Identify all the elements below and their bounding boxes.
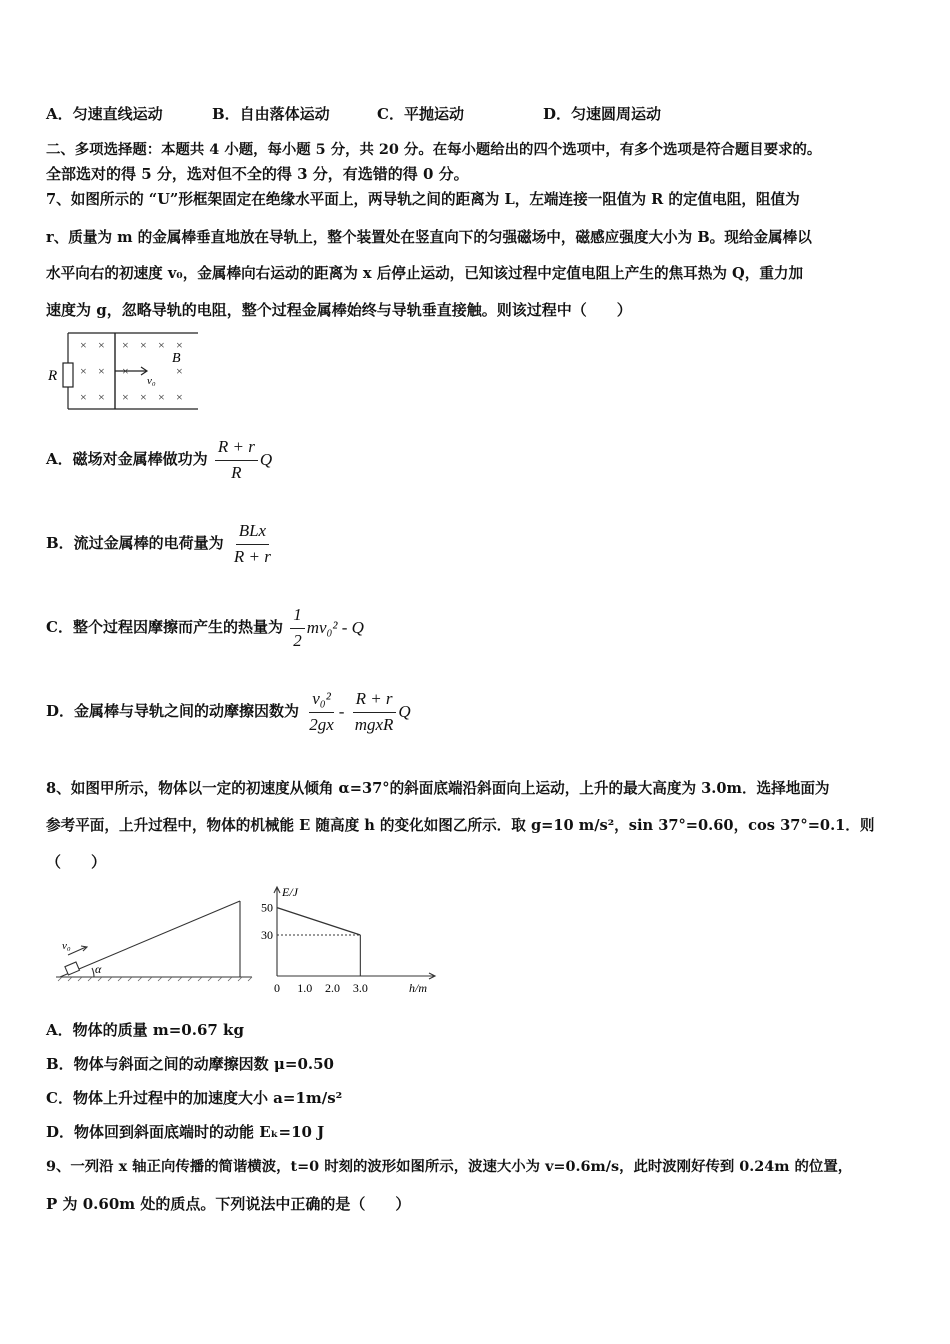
fraction-denominator: 2 xyxy=(293,630,302,650)
fraction-denominator: R + r xyxy=(233,546,271,566)
block xyxy=(65,962,80,975)
q7-option-d xyxy=(46,690,411,734)
fraction-denominator: R xyxy=(231,462,242,482)
fraction-numerator: R + r xyxy=(353,690,396,713)
q7-option-c-fraction xyxy=(290,606,305,650)
cross: × xyxy=(80,364,87,378)
q8-option-d: D．物体回到斜面底端时的动能 Eₖ=10 J xyxy=(46,1123,325,1141)
label-v0: v₀ xyxy=(147,375,156,387)
label-alpha: α xyxy=(95,962,102,976)
x-axis-label: h/m xyxy=(409,981,427,995)
q7-stem-line1: 7、如图所示的 “U”形框架固定在绝缘水平面上，两导轨之间的距离为 L，左端连接一阻值为 R 的定值电阻，阻值为 xyxy=(46,191,800,208)
cross: × xyxy=(98,364,105,378)
q7-option-c-text: C．整个过程因摩擦而产生的热量为 xyxy=(46,618,283,637)
q7-u-frame-figure xyxy=(46,330,202,412)
q7-option-d-fraction-2 xyxy=(352,690,397,734)
cross: × xyxy=(98,338,105,352)
fraction-numerator: v₀² xyxy=(309,690,334,713)
q7-option-b-text: B．流过金属棒的电荷量为 xyxy=(46,534,224,553)
minus-sign: - xyxy=(338,702,345,722)
q6-option-c: C．平抛运动 xyxy=(377,105,464,123)
cross: × xyxy=(158,390,165,404)
x-tick-label: 2.0 xyxy=(325,981,341,995)
cross: × xyxy=(176,364,183,378)
fraction-numerator: 1 xyxy=(290,606,305,629)
q7-option-a-fraction xyxy=(215,438,258,482)
q7-option-c-trail: mv₀² - Q xyxy=(306,618,364,638)
section2-instruction-line1: 二、多项选择题：本题共 4 小题，每小题 5 分，共 20 分。在每小题给出的四个选项中，有多个选项是符合题目要求的。 xyxy=(46,141,822,158)
q8-option-a: A．物体的质量 m=0.67 kg xyxy=(46,1021,244,1039)
y-tick-label: 30 xyxy=(261,928,273,942)
cross: × xyxy=(140,338,147,352)
q8-option-c: C．物体上升过程中的加速度大小 a=1m/s² xyxy=(46,1089,343,1107)
x-tick-label: 3.0 xyxy=(352,981,368,995)
q8-stem-line3: （ ） xyxy=(46,853,107,871)
x-tick-label: 0 xyxy=(274,981,280,995)
q6-option-a: A．匀速直线运动 xyxy=(46,105,163,123)
ground-hatching xyxy=(58,977,252,981)
cross: × xyxy=(122,364,129,378)
fraction-numerator: R + r xyxy=(215,438,258,461)
q7-option-d-trail: Q xyxy=(398,702,411,722)
q7-option-a xyxy=(46,438,272,482)
resistor xyxy=(63,363,73,387)
q7-option-d-fraction-1 xyxy=(306,690,337,734)
fraction-denominator: 2gx xyxy=(309,714,334,734)
q8-option-b: B．物体与斜面之间的动摩擦因数 μ=0.50 xyxy=(46,1055,334,1073)
angle-arc xyxy=(92,968,94,977)
q7-stem-line4: 速度为 g，忽略导轨的电阻，整个过程金属棒始终与导轨垂直接触。则该过程中（ ） xyxy=(46,301,632,319)
cross: × xyxy=(176,390,183,404)
fraction-numerator: BLx xyxy=(236,522,269,545)
cross: × xyxy=(80,390,87,404)
cross: × xyxy=(98,390,105,404)
q7-option-d-text: D．金属棒与导轨之间的动摩擦因数为 xyxy=(46,702,300,721)
q7-option-b-fraction xyxy=(231,522,274,566)
cross: × xyxy=(140,390,147,404)
cross: × xyxy=(80,338,87,352)
cross: × xyxy=(158,338,165,352)
y-axis-label: E/J xyxy=(282,885,298,899)
q8-stem-line1: 8、如图甲所示，物体以一定的初速度从倾角 α=37°的斜面底端沿斜面向上运动，上升的最大高度为 3.0m．选择地面为 xyxy=(46,780,830,797)
cross: × xyxy=(122,338,129,352)
q7-stem-line3: 水平向右的初速度 v₀，金属棒向右运动的距离为 x 后停止运动，已知该过程中定值电阻上产生的焦耳热为 Q，重力加 xyxy=(46,265,804,282)
incline-surface xyxy=(60,901,240,977)
label-R: R xyxy=(48,368,58,384)
q9-stem-line1: 9、一列沿 x 轴正向传播的简谐横波，t=0 时刻的波形如图所示，波速大小为 v=0.6m/s，此时波刚好传到 0.24m 的位置， xyxy=(46,1158,853,1175)
q7-option-a-text: A．磁场对金属棒做功为 xyxy=(46,450,208,469)
q9-stem-line2: P 为 0.60m 处的质点。下列说法中正确的是（ ） xyxy=(46,1195,411,1213)
label-v0: v₀ xyxy=(62,940,71,952)
q7-option-c xyxy=(46,606,364,650)
q8-stem-line2: 参考平面，上升过程中，物体的机械能 E 随高度 h 的变化如图乙所示．取 g=10 m/s²，sin 37°=0.60，cos 37°=0.1．则 xyxy=(46,817,875,834)
cross: × xyxy=(122,390,129,404)
q7-option-a-trail: Q xyxy=(259,450,273,470)
q7-option-b xyxy=(46,522,276,566)
x-tick-label: 1.0 xyxy=(297,981,313,995)
q8-incline-figure xyxy=(52,895,257,985)
q8-energy-height-chart xyxy=(255,880,445,995)
energy-line xyxy=(277,908,360,935)
q6-option-d: D．匀速圆周运动 xyxy=(543,105,662,123)
label-B: B xyxy=(172,351,181,366)
q6-option-b: B．自由落体运动 xyxy=(212,105,330,123)
y-tick-label: 50 xyxy=(261,900,273,915)
cross: × xyxy=(176,338,183,352)
section2-instruction-line2: 全部选对的得 5 分，选对但不全的得 3 分，有选错的得 0 分。 xyxy=(46,165,469,183)
q7-stem-line2: r、质量为 m 的金属棒垂直地放在导轨上，整个装置处在竖直向下的匀强磁场中，磁感应强度大小为 B。现给金属棒以 xyxy=(46,229,812,246)
fraction-denominator: mgxR xyxy=(354,714,394,734)
